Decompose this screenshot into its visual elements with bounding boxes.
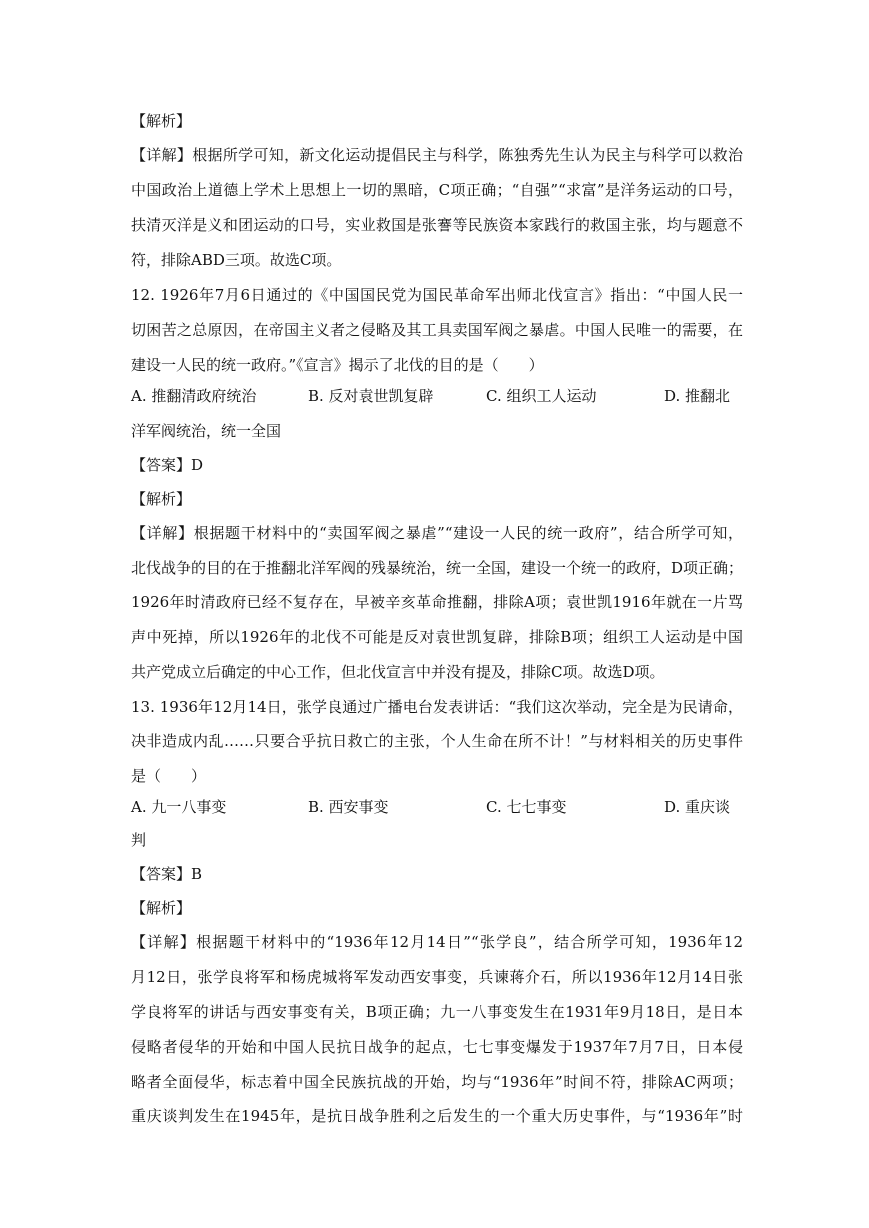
q12-analysis-label: 【解析】 xyxy=(131,490,192,508)
q13-answer: 【答案】B xyxy=(131,865,203,883)
question-12-stem: 建设一人民的统一政府。”《宣言》揭示了北伐的目的是（ ） xyxy=(131,356,544,374)
q12-answer: 【答案】D xyxy=(131,456,204,474)
q12-option-a: A. 推翻清政府统治 xyxy=(131,387,257,405)
q13-option-a: A. 九一八事变 xyxy=(131,798,227,816)
q12-option-d-cont: 洋军阀统治，统一全国 xyxy=(131,422,282,440)
q12-explanation-line: 1926年时清政府已经不复存在，早被辛亥革命推翻，排除A项；袁世凯1916年就在一片骂 xyxy=(131,593,743,611)
q13-explanation-line: 月12日，张学良将军和杨虎城将军发动西安事变，兵谏蒋介石，所以1936年12月14日张 xyxy=(131,968,743,986)
explanation-line: 【详解】根据所学可知，新文化运动提倡民主与科学，陈独秀先生认为民主与科学可以救治 xyxy=(131,146,743,164)
q13-analysis-label: 【解析】 xyxy=(131,899,192,917)
question-13-stem: 13. 1936年12月14日，张学良通过广播电台发表讲话：“我们这次举动，完全是为民请命， xyxy=(131,698,743,716)
analysis-label: 【解析】 xyxy=(131,112,192,130)
q13-option-d-cont: 判 xyxy=(131,831,147,849)
explanation-line: 扶清灭洋是义和团运动的口号，实业救国是张謇等民族资本家践行的救国主张，均与题意不 xyxy=(131,216,743,234)
q12-explanation-line: 声中死掉，所以1926年的北伐不可能是反对袁世凯复辟，排除B项；组织工人运动是中国 xyxy=(131,628,743,646)
explanation-line: 中国政治上道德上学术上思想上一切的黑暗，C项正确；“自强”“求富”是洋务运动的口号， xyxy=(131,181,743,199)
q12-explanation-line: 共产党成立后确定的中心工作，但北伐宣言中并没有提及，排除C项。故选D项。 xyxy=(131,663,665,681)
q13-explanation-line: 重庆谈判发生在1945年，是抗日战争胜利之后发生的一个重大历史事件，与“1936年”时 xyxy=(131,1107,743,1125)
q13-explanation-line: 学良将军的讲话与西安事变有关，B项正确；九一八事变发生在1931年9月18日，是日本 xyxy=(131,1003,743,1021)
q13-explanation-line: 【详解】根据题干材料中的“1936年12月14日”“张学良”，结合所学可知，1936年12 xyxy=(131,933,743,951)
question-13-stem: 是（ ） xyxy=(131,767,207,785)
q13-explanation-line: 略者全面侵华，标志着中国全民族抗战的开始，均与“1936年”时间不符，排除AC两项； xyxy=(131,1073,743,1091)
q13-option-d: D. 重庆谈 xyxy=(664,798,731,816)
explanation-line: 符，排除ABD三项。故选C项。 xyxy=(131,251,342,269)
q12-option-b: B. 反对袁世凯复辟 xyxy=(308,387,434,405)
q12-option-c: C. 组织工人运动 xyxy=(486,387,597,405)
q13-explanation-line: 侵略者侵华的开始和中国人民抗日战争的起点，七七事变爆发于1937年7月7日，日本侵 xyxy=(131,1038,743,1056)
question-12-stem: 切困苦之总原因，在帝国主义者之侵略及其工具卖国军阀之暴虐。中国人民唯一的需要，在 xyxy=(131,321,743,339)
q13-option-b: B. 西安事变 xyxy=(308,798,389,816)
q12-option-d: D. 推翻北 xyxy=(664,387,731,405)
q12-explanation-line: 北伐战争的目的在于推翻北洋军阀的残暴统治，统一全国，建设一个统一的政府，D项正确； xyxy=(131,559,743,577)
q12-explanation-line: 【详解】根据题干材料中的“卖国军阀之暴虐”“建设一人民的统一政府”，结合所学可知， xyxy=(131,524,743,542)
q13-option-c: C. 七七事变 xyxy=(486,798,567,816)
question-13-stem: 决非造成内乱……只要合乎抗日救亡的主张，个人生命在所不计！”与材料相关的历史事件 xyxy=(131,732,743,750)
question-12-stem: 12. 1926年7月6日通过的《中国国民党为国民革命军出师北伐宣言》指出：“中国人民一 xyxy=(131,286,743,304)
